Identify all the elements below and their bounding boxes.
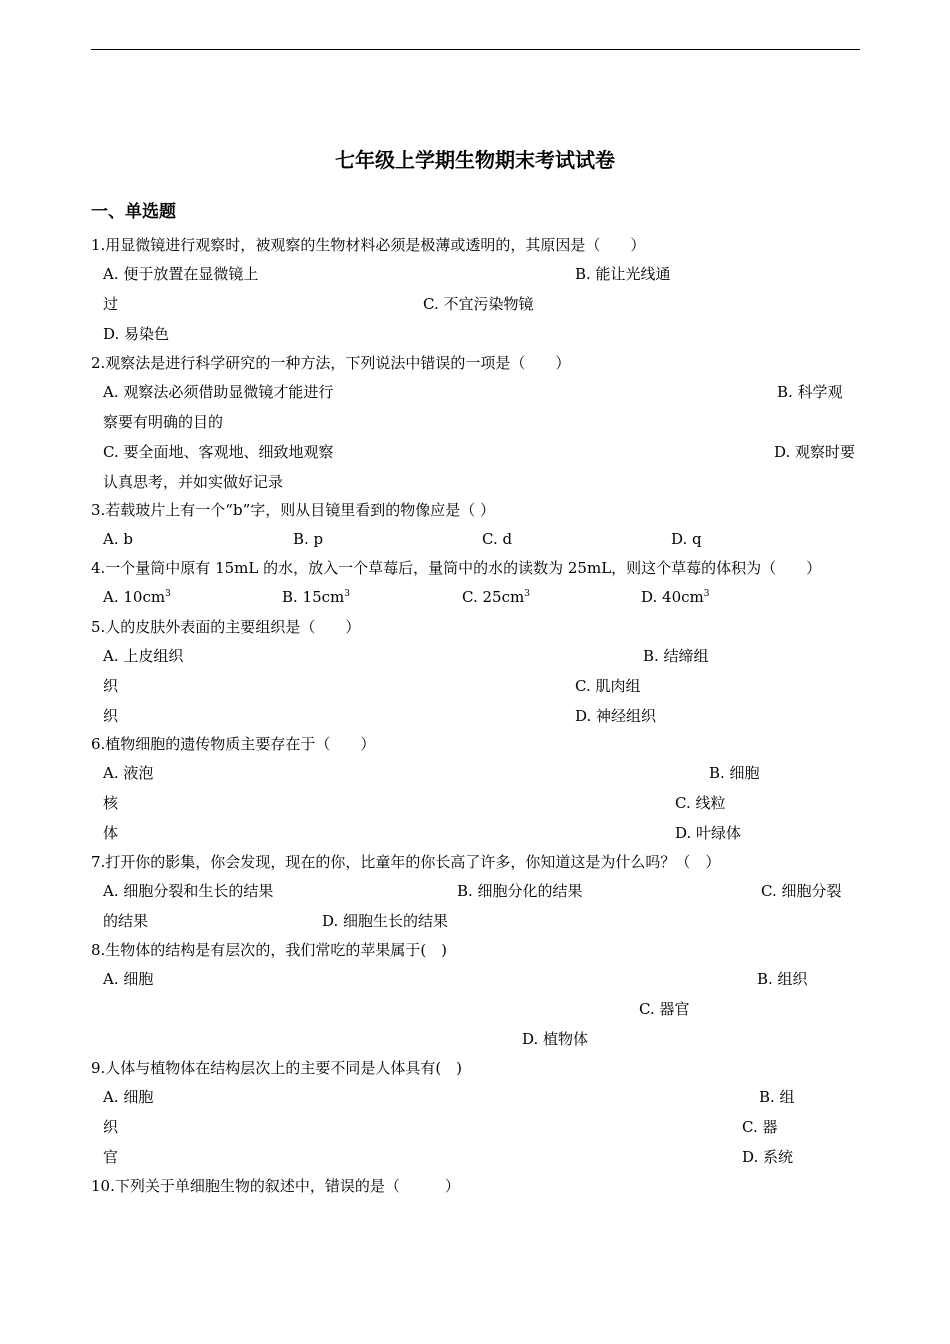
q7-option-c: C. 细胞分裂 [761, 882, 842, 900]
q6-option-b: B. 细胞 [709, 764, 760, 782]
q6-option-c: C. 线粒 [675, 794, 726, 812]
question-2: 2.观察法是进行科学研究的一种方法，下列说法中错误的一项是（ ） [91, 354, 571, 372]
q4-option-c: C. $25cm^3$ [462, 588, 530, 606]
q6-option-c-cont: 体 [103, 824, 119, 842]
q9-option-c-cont: 官 [103, 1148, 119, 1166]
q9-option-c: C. 器 [742, 1118, 778, 1136]
q8-option-c: C. 器官 [639, 1000, 690, 1018]
question-10: 10.下列关于单细胞生物的叙述中，错误的是（ ） [91, 1177, 460, 1195]
q2-option-b: B. 科学观 [777, 383, 843, 401]
page-title: 七年级上学期生物期末考试试卷 [335, 148, 615, 172]
q4-option-b: B. $15cm^3$ [282, 588, 351, 606]
q6-option-b-cont: 核 [103, 794, 119, 812]
q2-option-c: C. 要全面地、客观地、细致地观察 [103, 443, 334, 461]
q4-option-a: A. $10cm^3$ [103, 588, 171, 606]
question-6: 6.植物细胞的遗传物质主要存在于（ ） [91, 735, 376, 753]
header-rule [91, 49, 860, 50]
q3-option-c: C. d [482, 530, 513, 548]
q1-option-a: A. 便于放置在显微镜上 [103, 265, 259, 283]
q8-option-b: B. 组织 [757, 970, 808, 988]
question-1: 1.用显微镜进行观察时，被观察的生物材料必须是极薄或透明的，其原因是（ ） [91, 236, 646, 254]
q5-option-d: D. 神经组织 [575, 707, 657, 725]
q9-option-b: B. 组 [759, 1088, 795, 1106]
q8-option-a: A. 细胞 [103, 970, 154, 988]
q9-option-d: D. 系统 [742, 1148, 794, 1166]
q6-option-d: D. 叶绿体 [675, 824, 742, 842]
q5-option-b: B. 结缔组 [643, 647, 709, 665]
q5-option-a: A. 上皮组织 [103, 647, 184, 665]
q7-option-c-cont: 的结果 [103, 912, 149, 930]
q1-option-c: C. 不宜污染物镜 [423, 295, 534, 313]
q5-option-b-cont: 织 [103, 677, 119, 695]
q9-option-b-cont: 织 [103, 1118, 119, 1136]
q7-option-a: A. 细胞分裂和生长的结果 [103, 882, 274, 900]
q5-option-c: C. 肌肉组 [575, 677, 641, 695]
question-7: 7.打开你的影集，你会发现，现在的你，比童年的你长高了许多，你知道这是为什么吗？（ ） [91, 853, 721, 871]
q2-option-d: D. 观察时要 [774, 443, 856, 461]
q9-option-a: A. 细胞 [103, 1088, 154, 1106]
question-8: 8.生物体的结构是有层次的，我们常吃的苹果属于( ) [91, 941, 448, 959]
q3-option-a: A. b [103, 530, 133, 548]
q8-option-d: D. 植物体 [522, 1030, 589, 1048]
q3-option-d: D. q [671, 530, 702, 548]
q7-option-d: D. 细胞生长的结果 [322, 912, 449, 930]
q2-option-a: A. 观察法必须借助显微镜才能进行 [103, 383, 334, 401]
q3-option-b: B. p [293, 530, 324, 548]
q1-option-b-cont: 过 [103, 295, 119, 313]
q4-option-d: D. $40cm^3$ [641, 588, 710, 606]
q7-option-b: B. 细胞分化的结果 [457, 882, 583, 900]
question-3: 3.若载玻片上有一个“b”字，则从目镜里看到的物像应是（ ） [91, 501, 496, 519]
question-9: 9.人体与植物体在结构层次上的主要不同是人体具有( ) [91, 1059, 463, 1077]
q6-option-a: A. 液泡 [103, 764, 154, 782]
q1-option-b: B. 能让光线通 [575, 265, 671, 283]
section-heading: 一、单选题 [91, 202, 176, 222]
q2-option-d-cont: 认真思考，并如实做好记录 [103, 473, 284, 491]
q2-option-b-cont: 察要有明确的目的 [103, 413, 224, 431]
question-4: 4.一个量筒中原有 15mL 的水，放入一个草莓后，量筒中的水的读数为 25mL，则这个草莓的体积为（ ） [91, 559, 822, 577]
q1-option-d: D. 易染色 [103, 325, 170, 343]
q5-option-c-cont: 织 [103, 707, 119, 725]
question-5: 5.人的皮肤外表面的主要组织是（ ） [91, 618, 361, 636]
